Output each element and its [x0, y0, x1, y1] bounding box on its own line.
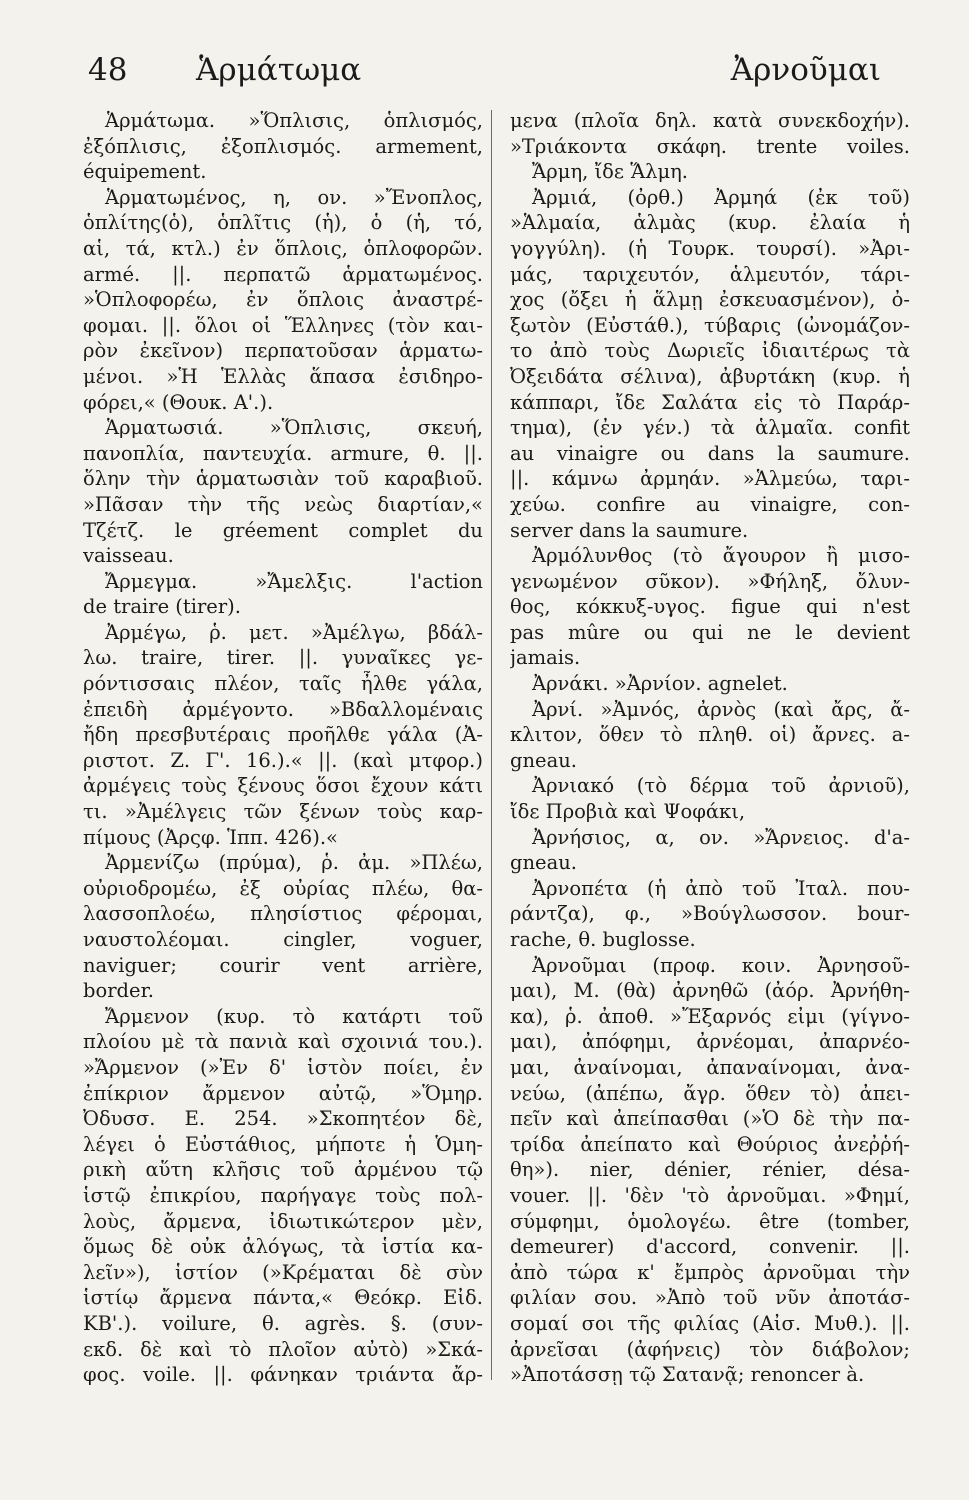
- page-number: 48: [88, 52, 128, 88]
- text-line: φιλίαν σου. »Ἀπὸ τοῦ νῦν ἀποτάσ-: [510, 1286, 910, 1310]
- text-line: ξωτὸν (Εὐστάθ.), τύβαρις (ὠνομάζον-: [510, 313, 910, 337]
- text-line: εκδ. δὲ καὶ τὸ πλοῖον αὐτὸ) »Σκά-: [83, 1337, 483, 1361]
- left-column: [83, 108, 483, 1388]
- text-line: τι. »Ἀμέλγεις τῶν ξένων τοὺς καρ-: [83, 800, 483, 824]
- text-line: border.: [83, 979, 154, 1003]
- text-line: »Ἀποτάσσῃ τῷ Σατανᾷ; renoncer à.: [510, 1363, 865, 1387]
- text-line: Ἀρνήσιος, α, ον. »Ἄρνειος. d'a-: [532, 825, 910, 849]
- text-line: φος. voile. ||. φάνηκαν τριάντα ἄρ-: [83, 1363, 483, 1387]
- text-line: jamais.: [510, 646, 581, 670]
- text-line: το ἀπὸ τοὺς Δωριεῖς ἰδιαιτέρως τὰ: [510, 339, 910, 363]
- text-line: ἐξόπλισις, ἐξοπλισμός. armement,: [83, 134, 483, 158]
- text-line: τημα), (ἐν γέν.) τὰ ἁλμαῖα. confit: [510, 416, 910, 440]
- left-running-head: Ἁρμάτωμα: [196, 52, 362, 88]
- text-line: θη»). nier, dénier, rénier, désa-: [510, 1158, 910, 1182]
- text-line: λοὺς, ἄρμενα, ἰδιωτικώτερον μὲν,: [83, 1209, 483, 1233]
- text-line: Ἁρματωσιά. »Ὅπλισις, σκευή,: [105, 416, 483, 440]
- right-column: [510, 108, 910, 1388]
- text-line: τρίδα ἀπείπατο καὶ Θούριος ἀνεῤῥή-: [510, 1132, 910, 1156]
- text-line: ριστοτ. Ζ. Γ'. 16.).« ||. (καὶ μτφορ.): [83, 748, 483, 772]
- text-line: ἀρνεῖσαι (ἀφήνεις) τὸν διάβολον;: [510, 1337, 910, 1361]
- text-line: équipement.: [83, 160, 207, 184]
- text-line: »Τριάκοντα σκάφη. trente voiles.: [510, 134, 910, 158]
- text-line: λεῖν»), ἱστίον (»Κρέμαται δὲ σὺν: [83, 1260, 483, 1284]
- text-line: gneau.: [510, 851, 577, 875]
- text-line: ἴδε Προβιὰ καὶ Ψοφάκι,: [510, 800, 746, 824]
- text-line: μάς, ταριχευτόν, ἁλμευτόν, τάρι-: [510, 262, 910, 286]
- text-line: Ἄρμεγμα. »Ἄμελξις. l'action: [105, 569, 483, 593]
- text-line: Ὀξειδάτα σέλινα), ἀβυρτάκη (κυρ. ἡ: [510, 364, 910, 388]
- text-line: μενα (πλοῖα δηλ. κατὰ συνεκδοχήν).: [510, 109, 910, 132]
- text-line: λω. traire, tirer. ||. γυναῖκες γε-: [83, 646, 483, 670]
- text-line: νεύω, (ἀπέπω, ἄγρ. ὅθεν τὸ) ἀπει-: [510, 1081, 910, 1105]
- text-line: αἱ, τά, κτλ.) ἐν ὅπλοις, ὁπλοφορῶν.: [83, 236, 483, 260]
- text-line: ἀρμέγεις τοὺς ξένους ὅσοι ἔχουν κάτι: [83, 774, 483, 798]
- text-line: gneau.: [510, 748, 577, 772]
- text-line: vouer. ||. 'δὲν 'τὸ ἀρνοῦμαι. »Φημί,: [510, 1183, 910, 1207]
- text-line: demeurer) d'accord, convenir. ||.: [510, 1235, 910, 1259]
- text-line: ||. κάμνω ἀρμηάν. »Ἁλμεύω, ταρι-: [510, 467, 910, 491]
- text-line: Ἁρματωμένος, η, ον. »Ἔνοπλος,: [105, 185, 483, 209]
- text-line: »Ἄρμενον (»Ἐν δ' ἱστὸν ποίει, ἐν: [83, 1055, 483, 1079]
- text-line: πανοπλία, παντευχία. armure, θ. ||.: [83, 441, 483, 465]
- text-line: πίμους (Ἀρςφ. Ἱππ. 426).«: [83, 825, 338, 849]
- text-line: ναυστολέομαι. cingler, voguer,: [83, 928, 483, 951]
- text-line: Ἀρνί. »Ἀμνός, ἀρνὸς (καὶ ἄρς, ἄ-: [532, 697, 910, 721]
- text-line: Ὀδυσσ. Ε. 254. »Σκοπητέον δὲ,: [83, 1107, 483, 1131]
- text-line: μαι), Μ. (θὰ) ἀρνηθῶ (ἀόρ. Ἀρνήθη-: [510, 979, 910, 1003]
- text-line: χεύω. confire au vinaigre, con-: [510, 492, 910, 516]
- text-line: θος, κόκκυξ-υγος. figue qui n'est: [510, 595, 910, 619]
- text-line: ὁπλίτης(ὁ), ὁπλῖτις (ἡ), ὁ (ἡ, τό,: [83, 211, 483, 235]
- text-line: ρὸν ἐκεῖνον) περπατοῦσαν ἁρματω-: [83, 339, 483, 363]
- text-line: Ἀρμενίζω (πρύμα), ῥ. ἀμ. »Πλέω,: [105, 851, 483, 875]
- text-line: ρικὴ αὕτη κλῆσις τοῦ ἀρμένου τῷ: [83, 1158, 483, 1182]
- text-line: Ἀρμέγω, ῥ. μετ. »Ἀμέλγω, βδάλ-: [105, 620, 483, 644]
- text-line: μαι), ἀπόφημι, ἀρνέομαι, ἀπαρνέο-: [510, 1030, 910, 1054]
- text-line: Ἀρμόλυνθος (τὸ ἄγουρον ἢ μισο-: [532, 544, 910, 568]
- text-line: γενωμένον σῦκον). »Φήληξ, ὄλυν-: [510, 569, 910, 593]
- text-line: πλοίου μὲ τὰ πανιὰ καὶ σχοινιά του.).: [83, 1030, 483, 1054]
- text-line: ἐπειδὴ ἀρμέγοντο. »Βδαλλομέναις: [83, 697, 483, 721]
- text-line: Ἀρνιακό (τὸ δέρμα τοῦ ἀρνιοῦ),: [532, 774, 910, 798]
- text-line: φόρει,« (Θουκ. Α'.).: [83, 390, 274, 414]
- text-line: κλιτον, ὅθεν τὸ πληθ. οἱ) ἄρνες. a-: [510, 723, 910, 747]
- text-line: Ἄρμενον (κυρ. τὸ κατάρτι τοῦ: [105, 1004, 483, 1028]
- text-line: »Ὁπλοφορέω, ἐν ὅπλοις ἀναστρέ-: [83, 288, 483, 312]
- text-line: οὐριοδρομέω, ἐξ οὐρίας πλέω, θα-: [83, 876, 483, 900]
- text-line: γογγύλη). (ἡ Τουρκ. τουρσί). »Ἀρι-: [510, 236, 910, 260]
- text-line: Ἀρμιά, (ὀρθ.) Ἀρμηά (ἐκ τοῦ): [532, 185, 910, 209]
- text-line: Ἀρνοῦμαι (προφ. κοιν. Ἀρνησοῦ-: [532, 953, 910, 977]
- text-line: πεῖν καὶ ἀπείπασθαι (»Ὁ δὲ τὴν πα-: [510, 1107, 910, 1131]
- text-line: ὅλην τὴν ἁρματωσιὰν τοῦ καραβιοῦ.: [83, 467, 483, 491]
- text-line: server dans la saumure.: [510, 518, 749, 542]
- text-line: λασσοπλοέω, πλησίστιος φέρομαι,: [83, 902, 483, 926]
- text-line: pas mûre ou qui ne le devient: [510, 620, 910, 644]
- text-line: φομαι. ||. ὅλοι οἱ Ἕλληνες (τὸν και-: [83, 313, 483, 337]
- text-line: ΚΒ'.). voilure, θ. agrès. §. (συν-: [83, 1311, 483, 1335]
- text-line: au vinaigre ou dans la saumure.: [510, 441, 910, 465]
- text-line: σύμφημι, ὁμολογέω. être (tomber,: [510, 1209, 910, 1233]
- column-divider: [491, 110, 492, 1380]
- right-running-head: Ἀρνοῦμαι: [730, 52, 881, 88]
- text-line: ἐπίκριον ἄρμενον αὐτῷ, »Ὅμηρ.: [83, 1081, 483, 1105]
- text-line: ἀπὸ τώρα κ' ἔμπρὸς ἀρνοῦμαι τὴν: [510, 1260, 910, 1284]
- text-line: Ἀρνοπέτα (ἡ ἀπὸ τοῦ Ἰταλ. που-: [532, 876, 910, 900]
- text-line: »Ἁλμαία, ἁλμὰς (κυρ. ἐλαία ἡ: [510, 211, 910, 235]
- text-line: λέγει ὁ Εὐστάθιος, μήποτε ἡ Ὁμη-: [83, 1132, 483, 1156]
- text-line: de traire (tirer).: [83, 595, 241, 619]
- text-line: κα), ῥ. ἀποθ. »Ἔξαρνός εἰμι (γίγνο-: [510, 1004, 910, 1028]
- text-line: rache, θ. buglosse.: [510, 928, 696, 951]
- text-line: »Πᾶσαν τὴν τῆς νεὼς διαρτίαν,«: [83, 492, 483, 516]
- text-line: κάππαρι, ἴδε Σαλάτα εἰς τὸ Παράρ-: [510, 390, 910, 414]
- text-line: armé. ||. περπατῶ ἁρματωμένος.: [83, 262, 483, 286]
- text-line: Ἀρνάκι. »Ἀρνίον. agnelet.: [532, 672, 788, 696]
- text-line: σομαί σοι τῆς φιλίας (Αἰσ. Μυθ.). ||.: [510, 1311, 910, 1335]
- text-line: μένοι. »Ἡ Ἑλλὰς ἅπασα ἐσιδηρο-: [83, 364, 483, 388]
- text-line: ἱστῷ ἐπικρίου, παρήγαγε τοὺς πολ-: [83, 1183, 483, 1207]
- text-line: naviguer; courir vent arrière,: [83, 953, 483, 977]
- text-line: ράντζα), φ., »Βούγλωσσον. bour-: [510, 902, 910, 926]
- text-line: χος (ὄξει ἡ ἅλμῃ ἐσκευασμένον), ὀ-: [510, 288, 910, 312]
- text-line: Ἁρμάτωμα. »Ὅπλισις, ὁπλισμός,: [105, 109, 483, 132]
- text-line: Ἄρμη, ἴδε Ἅλμη.: [532, 160, 689, 184]
- text-line: ἤδη πρεσβυτέραις προῆλθε γάλα (Ἀ-: [83, 723, 483, 747]
- page-header: [88, 52, 881, 102]
- text-line: ἱστίῳ ἄρμενα πάντα,« Θεόκρ. Εἰδ.: [83, 1286, 483, 1310]
- text-line: Τζέτζ. le gréement complet du: [83, 518, 483, 542]
- text-line: vaisseau.: [83, 544, 174, 568]
- text-line: μαι, ἀναίνομαι, ἀπαναίνομαι, ἀνα-: [510, 1055, 910, 1079]
- text-line: ρόντισσαις πλέον, ταῖς ἦλθε γάλα,: [83, 672, 483, 696]
- text-line: ὅμως δὲ οὐκ ἀλόγως, τὰ ἱστία κα-: [83, 1235, 483, 1259]
